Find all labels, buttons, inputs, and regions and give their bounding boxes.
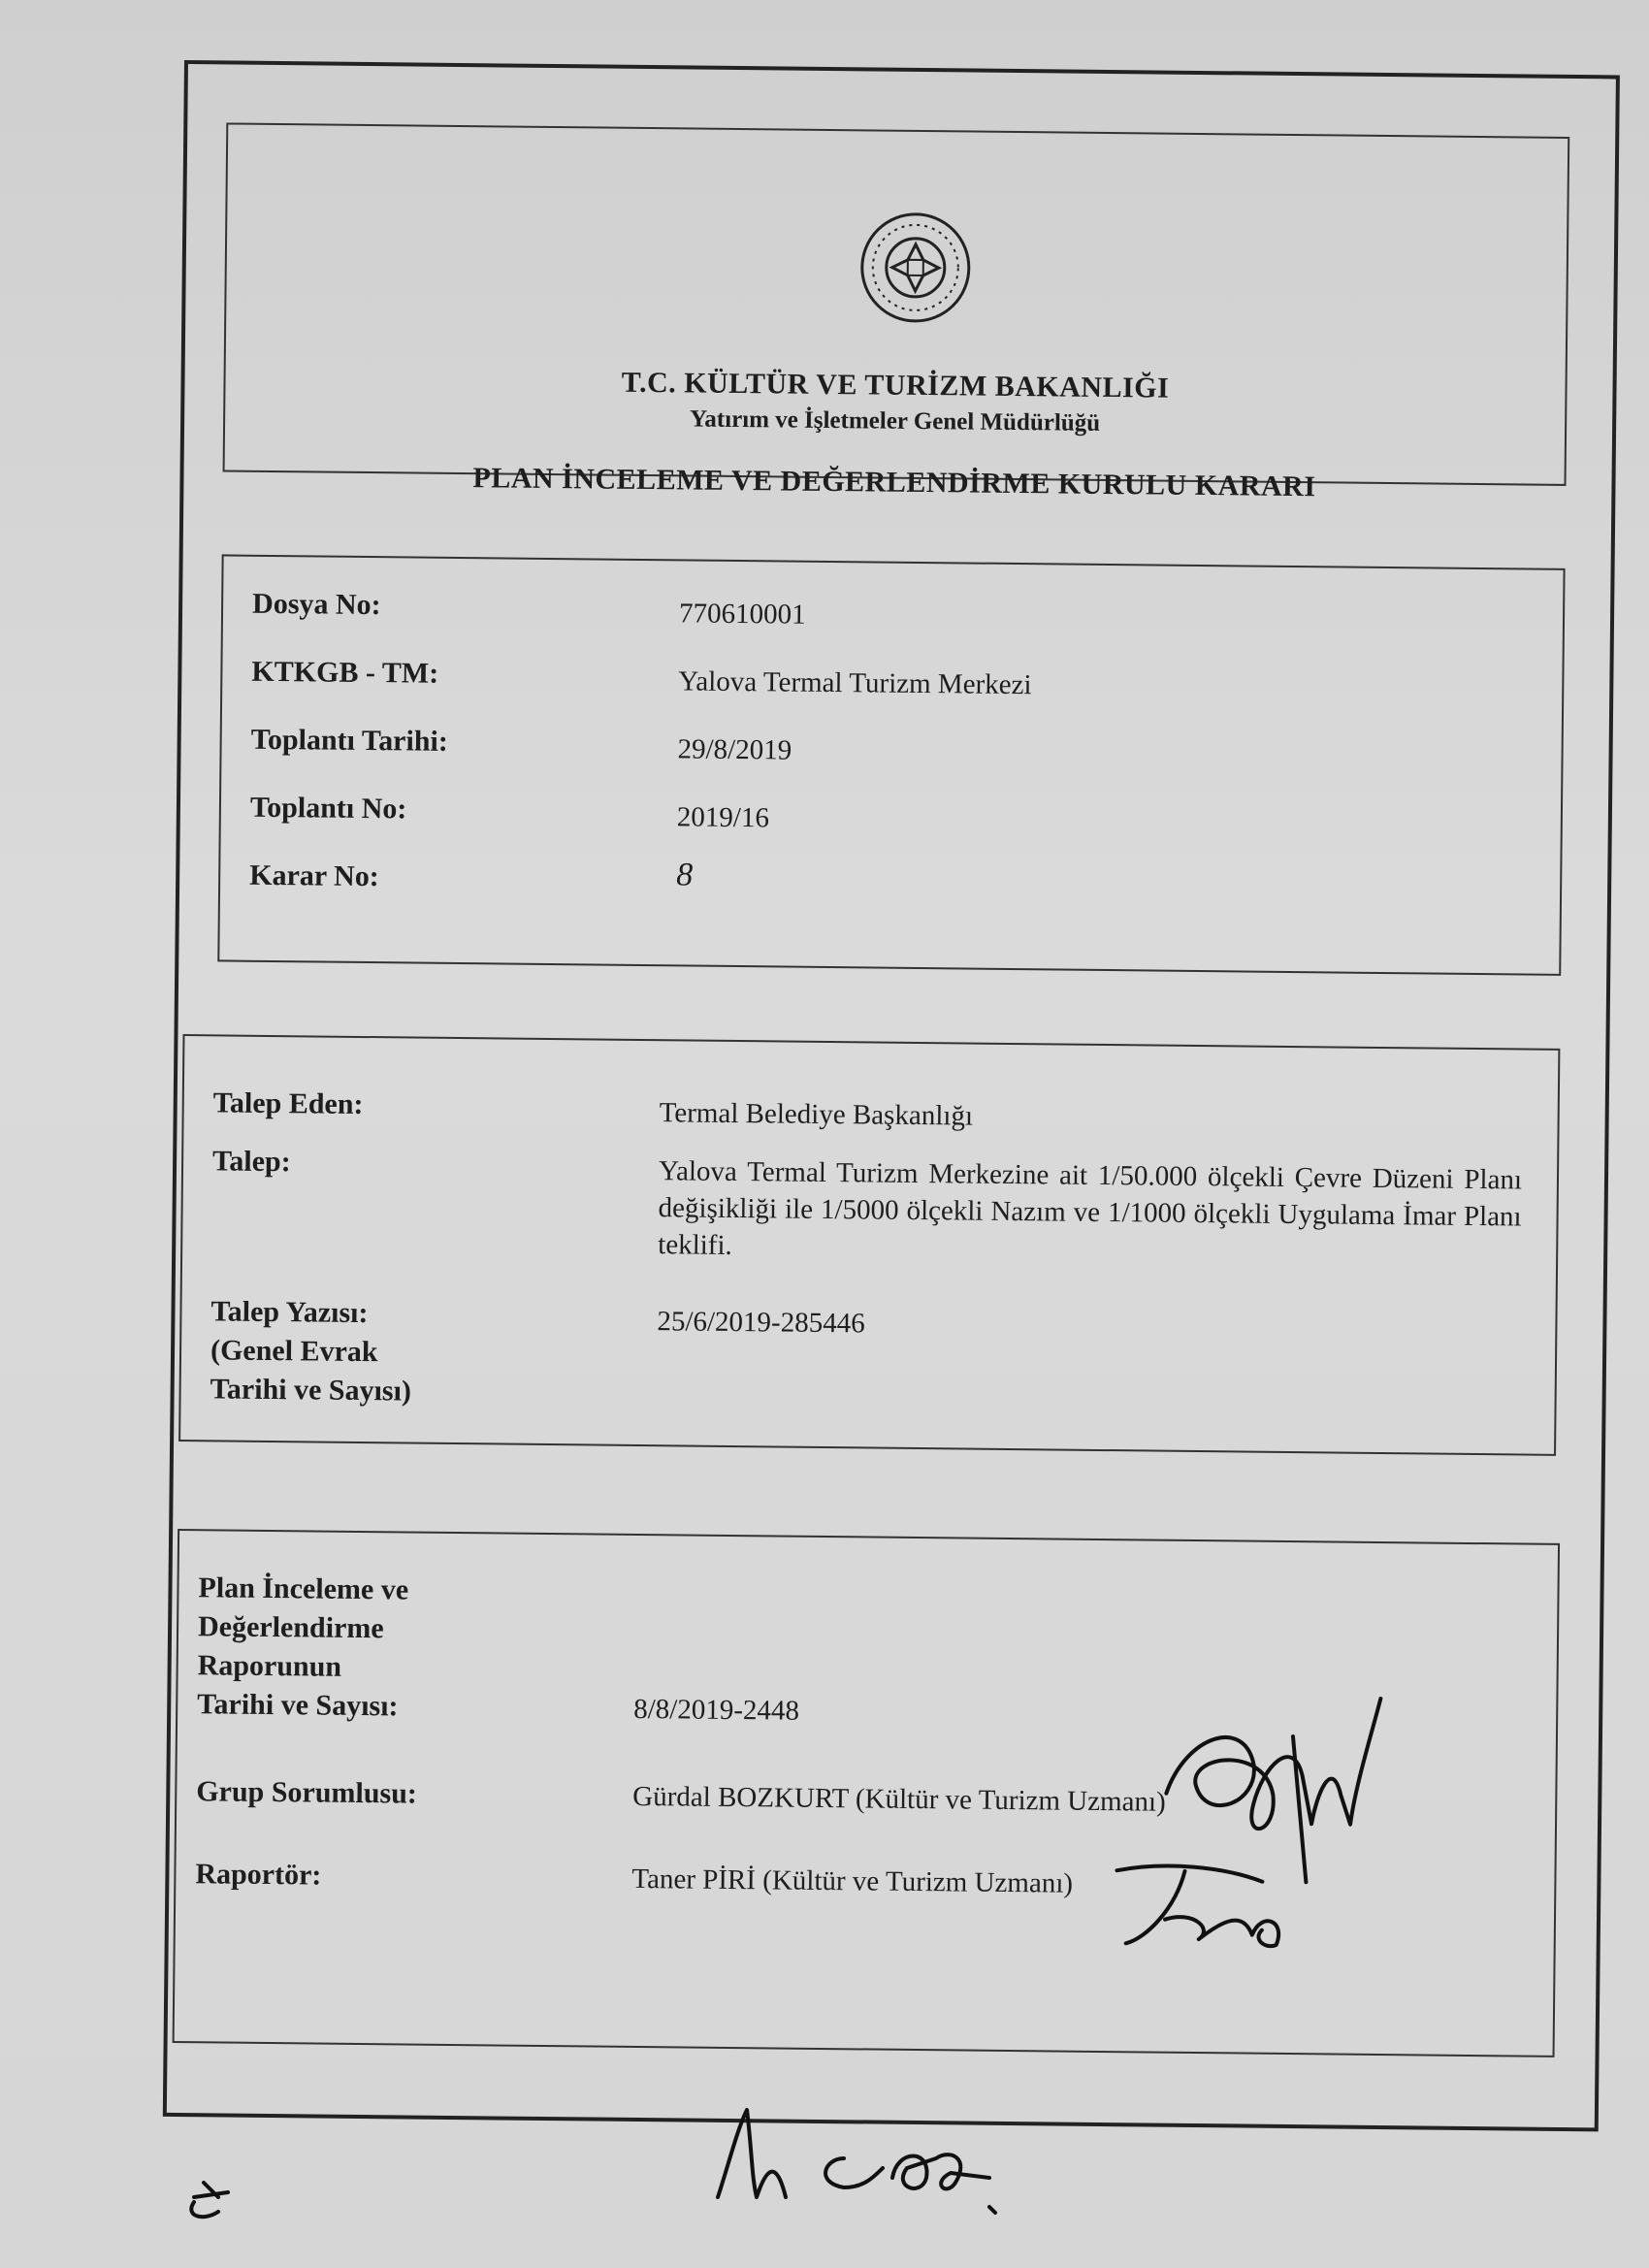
header-box — [223, 122, 1570, 503]
group-leader-value: Gürdal BOZKURT (Kültür ve Turizm Uzmanı) — [632, 1780, 1166, 1818]
decision-number-label: Karar No: — [249, 859, 379, 893]
request-letter-label-1: Talep Yazısı: — [210, 1295, 369, 1330]
request-letter-label-2: (Genel Evrak — [210, 1334, 378, 1369]
decision-title: PLAN İNCELEME VE DEĞERLENDİRME KURULU KARARI — [472, 462, 1316, 503]
report-box — [173, 1529, 1560, 2057]
file-number-value: 770610001 — [678, 598, 806, 631]
rapporteur-label: Raportör: — [195, 1858, 322, 1892]
directorate-name: Yatırım ve İşletmeler Genel Müdürlüğü — [689, 405, 1101, 437]
meeting-number-value: 2019/16 — [676, 801, 770, 834]
group-leader-label: Grup Sorumlusu: — [196, 1775, 418, 1810]
report-label-1: Plan İnceleme ve — [198, 1571, 409, 1606]
decision-number-value: 8 — [676, 857, 694, 893]
bottom-initial-icon — [175, 2173, 252, 2231]
ministry-emblem-icon — [857, 209, 974, 326]
signature-rapporteur-icon — [1107, 1851, 1302, 1960]
request-box — [178, 1034, 1560, 1456]
bottom-signature-icon — [698, 2090, 1067, 2226]
document-frame — [163, 60, 1620, 2131]
request-letter-label-3: Tarihi ve Sayısı) — [210, 1373, 412, 1408]
meeting-date-value: 29/8/2019 — [677, 733, 792, 766]
requester-label: Talep Eden: — [212, 1086, 364, 1120]
report-label-2: Değerlendirme — [197, 1610, 384, 1645]
rapporteur-value: Taner PİRİ (Kültür ve Turizm Uzmanı) — [631, 1863, 1074, 1899]
requester-value: Termal Belediye Başkanlığı — [659, 1097, 974, 1132]
report-value: 8/8/2019-2448 — [633, 1693, 800, 1727]
center-label: KTKGB - TM: — [251, 655, 439, 690]
meeting-number-label: Toplantı No: — [249, 791, 407, 826]
meeting-date-label: Toplantı Tarihi: — [250, 723, 449, 758]
ministry-name: T.C. KÜLTÜR VE TURİZM BAKANLIĞI — [621, 366, 1170, 405]
center-value: Yalova Termal Turizm Merkezi — [678, 665, 1032, 701]
report-label-4: Tarihi ve Sayısı: — [197, 1688, 399, 1723]
request-letter-value: 25/6/2019-285446 — [657, 1306, 865, 1340]
file-number-label: Dosya No: — [251, 587, 381, 622]
request-label: Talep: — [211, 1145, 291, 1179]
file-info-box — [217, 554, 1565, 975]
request-value: Yalova Termal Turizm Merkezine ait 1/50.000 ölçekli Çevre Düzeni Planı değişikliği ile 1/5000 ölçekli Nazım ve 1/1000 ölçekli Uygulama İmar Planı teklifi. — [658, 1155, 1523, 1261]
report-label-3: Raporunun — [197, 1649, 342, 1683]
